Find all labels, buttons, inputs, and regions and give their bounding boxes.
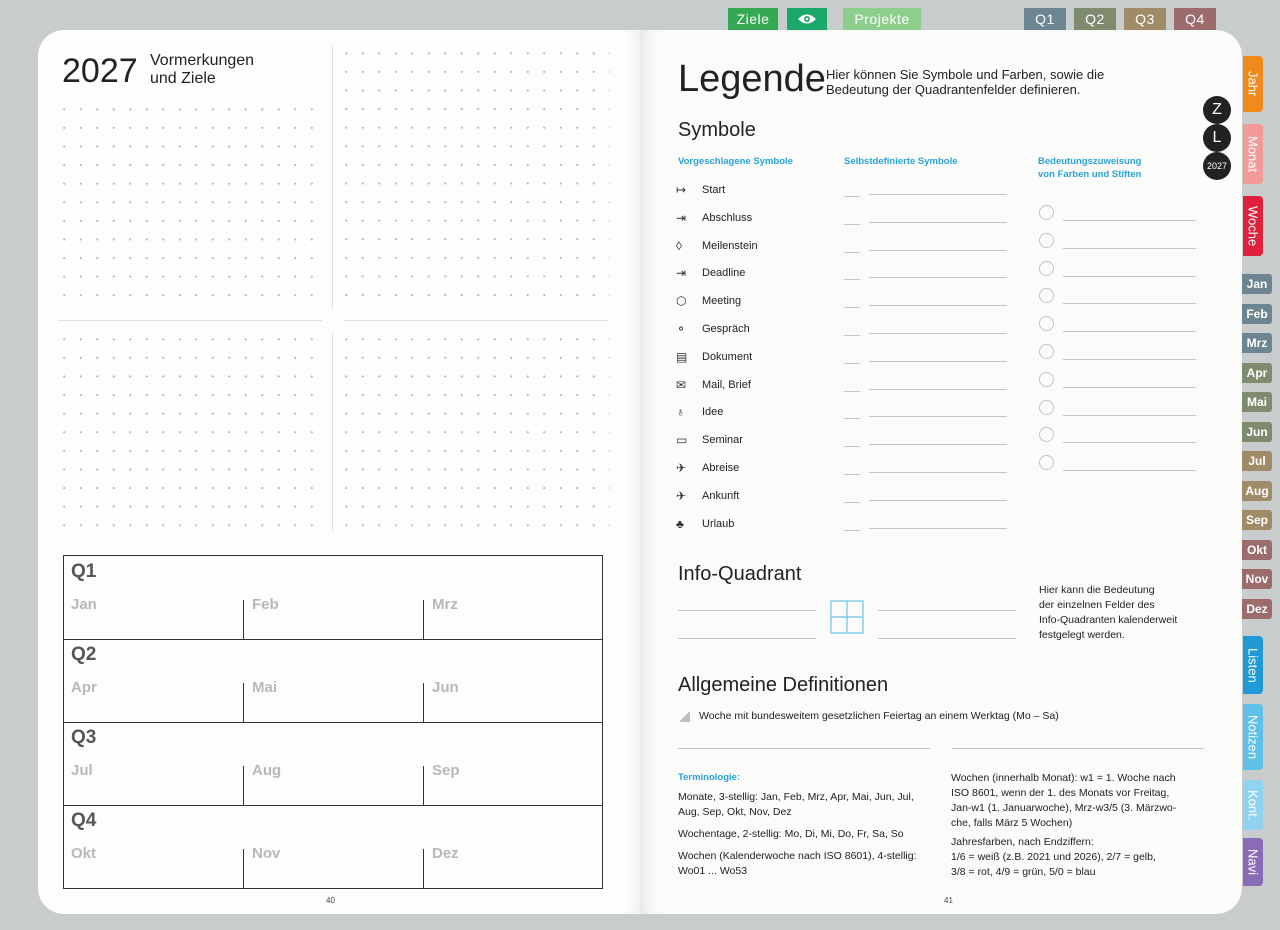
info-quadrant-icon <box>830 600 864 634</box>
month-tab-label: Jul <box>1248 454 1266 468</box>
term-line: 3/8 = rot, 4/9 = grün, 5/0 = blau <box>951 866 1096 878</box>
term-entry <box>951 835 1213 880</box>
symbol-label: Seminar <box>702 434 743 447</box>
color-meaning-line[interactable] <box>1063 220 1196 221</box>
month-tab-feb[interactable] <box>1242 304 1272 324</box>
legend-intro-line1: Hier können Sie Symbole und Farben, sowie die <box>826 67 1105 82</box>
custom-symbol-line[interactable] <box>869 222 1007 223</box>
term-line: Jan-w1 (1. Januarwoche), Mrz-w3/5 (3. Märzwo- <box>951 802 1177 814</box>
symbol-row <box>676 347 752 367</box>
custom-symbol-line[interactable] <box>869 444 1007 445</box>
month-tab-label: Jan <box>1246 277 1268 291</box>
dokument-icon: ▤ <box>676 349 688 364</box>
month-tab-aug[interactable] <box>1242 481 1272 501</box>
symbol-label: Mail, Brief <box>702 378 751 391</box>
custom-symbol-line[interactable] <box>869 472 1007 473</box>
month-tab-label: Jun <box>1246 424 1268 439</box>
month-divider <box>243 600 244 639</box>
holiday-triangle-icon <box>679 711 690 722</box>
side-tab-label: Listen <box>1245 647 1261 683</box>
abreise-icon: ✈ <box>676 461 687 475</box>
month-tab-label: Sep <box>1245 513 1268 527</box>
info-line[interactable] <box>878 610 1016 611</box>
dot-grid-bottom-left[interactable] <box>56 330 326 540</box>
month-tab-label: Dez <box>1246 601 1268 616</box>
term-entry <box>951 771 1213 831</box>
badge-z-label: Z <box>1212 101 1222 118</box>
urlaub-icon: ♣ <box>676 516 684 531</box>
color-circle[interactable] <box>1039 455 1054 470</box>
month-tab-label: Mai <box>1246 395 1267 409</box>
ankunft-icon: ✈ <box>676 488 687 503</box>
tab-projekte[interactable] <box>843 8 921 30</box>
tab-q1[interactable] <box>1024 8 1066 30</box>
month-divider <box>423 849 424 888</box>
month-tab-jul[interactable] <box>1242 451 1272 471</box>
dot-grid-bottom-right[interactable] <box>338 330 610 540</box>
side-tab-navi[interactable] <box>1243 838 1263 886</box>
definitions-heading: Allgemeine Definitionen <box>678 674 889 696</box>
symbol-label: Ankunft <box>702 489 740 502</box>
col-suggested-head: Vorgeschlagene Symbole <box>678 156 793 167</box>
month-tab-dez[interactable] <box>1242 599 1272 619</box>
symbol-label: Start <box>702 184 726 196</box>
badge-l-label: L <box>1212 129 1222 146</box>
color-meaning-line[interactable] <box>1063 442 1196 443</box>
grid-divider-horizontal-right <box>343 320 609 321</box>
year-heading: 2027 <box>62 52 138 90</box>
side-tab-label: Jahr <box>1245 71 1261 97</box>
side-tab-label: Kont. <box>1245 789 1261 821</box>
month-label: Sep <box>432 762 460 779</box>
symbol-label: Idee <box>702 406 724 419</box>
holiday-note: Woche mit bundesweitem gesetzlichen Feiertag an einem Werktag (Mo – Sa) <box>699 710 1059 722</box>
month-tab-jun[interactable] <box>1242 422 1272 442</box>
left-page <box>38 30 640 914</box>
tab-q4-label: Q4 <box>1185 11 1205 27</box>
terminology-head: Terminologie: <box>678 772 741 783</box>
symbol-label: Dokument <box>702 350 753 363</box>
color-circle[interactable] <box>1039 288 1054 303</box>
month-label: Apr <box>71 679 97 696</box>
term-line: Wochentage, 2-stellig: Mo, Di, Mi, Do, Fr, Sa, So <box>678 828 904 840</box>
color-meaning-line[interactable] <box>1063 303 1196 304</box>
symbol-row <box>676 458 739 478</box>
custom-symbol-slot[interactable] <box>844 307 860 308</box>
symbol-row <box>676 402 723 422</box>
term-line: Monate, 3-stellig: Jan, Feb, Mrz, Apr, Mai, Jun, Jul, <box>678 791 914 803</box>
planner-book <box>38 30 1242 930</box>
definitions-divider-right <box>952 748 1204 749</box>
quarter-label: Q1 <box>71 561 97 582</box>
month-tab-label: Feb <box>1246 306 1268 321</box>
month-label: Dez <box>432 845 459 862</box>
term-line: ISO 8601, wenn der 1. des Monats vor Freitag, <box>951 787 1170 799</box>
custom-symbol-line[interactable] <box>869 333 1007 334</box>
dot-grid-top-left[interactable] <box>56 100 326 310</box>
custom-symbol-slot[interactable] <box>844 279 860 280</box>
seminar-icon: ▭ <box>676 433 688 448</box>
symbol-label: Gespräch <box>702 323 750 335</box>
quarter-label: Q2 <box>71 644 97 665</box>
symbol-label: Meilenstein <box>702 239 758 252</box>
color-meaning-line[interactable] <box>1063 415 1196 416</box>
page-title-line2: und Ziele <box>150 70 216 87</box>
month-label: Jul <box>71 762 93 779</box>
custom-symbol-line[interactable] <box>869 500 1007 501</box>
month-divider <box>423 600 424 639</box>
month-label: Feb <box>252 596 279 613</box>
quarter-row-q3[interactable] <box>64 722 602 806</box>
side-tab-woche[interactable] <box>1243 196 1263 256</box>
month-tab-okt[interactable] <box>1242 540 1272 560</box>
col-colors-head-line1: Bedeutungszuweisung <box>1038 156 1142 167</box>
custom-symbol-slot[interactable] <box>844 530 860 531</box>
side-tab-monat[interactable] <box>1243 124 1263 184</box>
quarter-table <box>63 555 603 889</box>
custom-symbol-line[interactable] <box>869 250 1007 251</box>
info-text-line: Hier kann die Bedeutung <box>1039 584 1155 596</box>
tab-q3-label: Q3 <box>1135 11 1155 27</box>
side-tab-kont[interactable] <box>1243 780 1263 830</box>
color-meaning-line[interactable] <box>1063 470 1196 471</box>
color-circle[interactable] <box>1039 316 1054 331</box>
legend-intro-line2: Bedeutung der Quadrantenfelder definieren. <box>826 82 1081 97</box>
side-tab-listen[interactable] <box>1243 636 1263 694</box>
month-divider <box>243 683 244 722</box>
month-divider <box>423 766 424 805</box>
month-label: Okt <box>71 845 97 862</box>
symbol-row <box>676 291 741 311</box>
tab-q2[interactable] <box>1074 8 1116 30</box>
color-circle[interactable] <box>1039 372 1054 387</box>
color-circle[interactable] <box>1039 344 1054 359</box>
term-entry <box>678 790 940 820</box>
color-circle[interactable] <box>1039 233 1054 248</box>
color-meaning-line[interactable] <box>1063 276 1196 277</box>
tab-ziele[interactable] <box>728 8 778 30</box>
term-entry <box>678 827 940 842</box>
custom-symbol-slot[interactable] <box>844 446 860 447</box>
custom-symbol-line[interactable] <box>869 528 1007 529</box>
term-line: Wochen (innerhalb Monat): w1 = 1. Woche nach <box>951 772 1176 784</box>
mail-icon: ✉ <box>676 377 687 392</box>
color-meaning-line[interactable] <box>1063 387 1196 388</box>
symbol-label: Abreise <box>702 462 740 474</box>
custom-symbol-slot[interactable] <box>844 224 860 225</box>
term-line: Wochen (Kalenderwoche nach ISO 8601), 4-stellig: <box>678 850 917 862</box>
page-number-left: 40 <box>326 896 335 905</box>
month-label: Aug <box>252 762 282 779</box>
badge-z[interactable] <box>1203 96 1231 124</box>
info-text <box>1039 583 1209 643</box>
side-tab-label: Notizen <box>1245 714 1261 760</box>
custom-symbol-line[interactable] <box>869 361 1007 362</box>
month-divider <box>243 766 244 805</box>
color-meaning-line[interactable] <box>1063 248 1196 249</box>
meeting-icon: ⬡ <box>676 294 687 309</box>
tab-q2-label: Q2 <box>1085 11 1105 27</box>
tab-eye[interactable] <box>787 8 827 30</box>
color-circle[interactable] <box>1039 261 1054 276</box>
color-circle[interactable] <box>1039 400 1054 415</box>
symbol-row <box>676 208 752 228</box>
quarter-row-q4[interactable] <box>64 805 602 888</box>
symbol-row <box>676 514 734 534</box>
symbol-row <box>676 486 739 506</box>
symbols-heading: Symbole <box>678 119 756 141</box>
col-custom-head: Selbstdefinierte Symbole <box>844 156 958 167</box>
symbol-row <box>676 263 745 283</box>
tab-q3[interactable] <box>1124 8 1166 30</box>
symbol-label: Abschluss <box>702 211 753 224</box>
badge-l[interactable] <box>1203 124 1231 152</box>
custom-symbol-line[interactable] <box>869 416 1007 417</box>
col-colors-head-line2: von Farben und Stiften <box>1038 169 1142 180</box>
definitions-divider-left <box>678 748 930 749</box>
quarter-label: Q4 <box>71 810 97 831</box>
custom-symbol-slot[interactable] <box>844 502 860 503</box>
side-tab-jahr[interactable] <box>1243 56 1263 112</box>
info-text-line: der einzelnen Felder des <box>1039 599 1155 611</box>
custom-symbol-slot[interactable] <box>844 391 860 392</box>
month-label: Mai <box>252 679 278 696</box>
custom-symbol-slot[interactable] <box>844 335 860 336</box>
custom-symbol-slot[interactable] <box>844 196 860 197</box>
symbol-row <box>676 236 758 256</box>
abschluss-icon: ⇥ <box>676 210 687 225</box>
tab-q1-label: Q1 <box>1035 11 1055 27</box>
term-line: Wo01 ... Wo53 <box>678 865 748 877</box>
term-line: Aug, Sep, Okt, Nov, Dez <box>678 806 792 818</box>
start-icon: ↦ <box>676 183 687 197</box>
quarter-row-q2[interactable] <box>64 639 602 723</box>
custom-symbol-line[interactable] <box>869 277 1007 278</box>
badge-year-label: 2027 <box>1206 161 1228 171</box>
legend-title: Legende <box>678 58 826 100</box>
term-line: Jahresfarben, nach Endziffern: <box>951 836 1094 848</box>
term-entry <box>678 849 940 879</box>
custom-symbol-line[interactable] <box>869 194 1007 195</box>
month-tab-label: Nov <box>1245 572 1269 586</box>
month-tab-sep[interactable] <box>1242 510 1272 530</box>
month-tab-label: Mrz <box>1246 336 1268 350</box>
color-circle[interactable] <box>1039 205 1054 220</box>
side-tab-label: Navi <box>1245 848 1261 875</box>
symbol-label: Meeting <box>702 295 742 308</box>
month-tab-mrz[interactable] <box>1242 333 1272 353</box>
eye-icon <box>797 13 817 25</box>
month-tab-label: Aug <box>1245 483 1269 498</box>
symbol-row <box>676 180 725 200</box>
dot-grid-top-right[interactable] <box>338 44 610 310</box>
grid-divider-horizontal-left <box>58 320 322 321</box>
grid-divider-vertical-top <box>332 46 333 310</box>
month-tab-mai[interactable] <box>1242 392 1272 412</box>
meilenstein-icon: ◊ <box>676 238 682 253</box>
month-label: Mrz <box>432 596 458 613</box>
custom-symbol-line[interactable] <box>869 305 1007 306</box>
month-label: Nov <box>252 845 281 862</box>
terminology-left <box>678 790 940 879</box>
info-quadrant-heading: Info-Quadrant <box>678 563 802 585</box>
info-text-line: Info-Quadranten kalenderweit <box>1039 614 1178 626</box>
custom-symbol-slot[interactable] <box>844 363 860 364</box>
month-tab-label: Apr <box>1246 365 1268 380</box>
tab-ziele-label: Ziele <box>736 11 770 27</box>
color-meaning-line[interactable] <box>1063 359 1196 360</box>
symbol-row <box>676 375 751 395</box>
gespraech-icon: ⚬ <box>676 322 687 336</box>
terminology-right <box>951 771 1213 880</box>
symbol-row <box>676 319 750 339</box>
symbol-label: Deadline <box>702 267 746 280</box>
symbol-row <box>676 430 743 450</box>
term-line: 1/6 = weiß (z.B. 2021 und 2026), 2/7 = gelb, <box>951 851 1156 863</box>
month-label: Jan <box>71 596 97 613</box>
right-page <box>640 30 1242 914</box>
month-tab-apr[interactable] <box>1242 363 1272 383</box>
page-title-line1: Vormerkungen <box>150 52 255 69</box>
info-line[interactable] <box>878 638 1016 639</box>
side-tab-notizen[interactable] <box>1243 704 1263 770</box>
month-tab-jan[interactable] <box>1242 274 1272 294</box>
month-divider <box>423 683 424 722</box>
custom-symbol-slot[interactable] <box>844 474 860 475</box>
custom-symbol-line[interactable] <box>869 389 1007 390</box>
info-line[interactable] <box>678 638 816 639</box>
info-text-line: festgelegt werden. <box>1039 629 1125 641</box>
info-line[interactable] <box>678 610 816 611</box>
color-meaning-line[interactable] <box>1063 331 1196 332</box>
page-number-right: 41 <box>944 896 953 905</box>
idee-icon: ♁ <box>676 405 685 420</box>
quarter-row-q1[interactable] <box>64 556 602 640</box>
color-circle[interactable] <box>1039 427 1054 442</box>
month-divider <box>243 849 244 888</box>
side-tab-label: Monat <box>1245 135 1261 173</box>
tab-projekte-label: Projekte <box>854 11 910 27</box>
grid-divider-vertical-bottom <box>332 332 333 532</box>
term-line: che, falls März 5 Wochen) <box>951 817 1073 829</box>
custom-symbol-slot[interactable] <box>844 252 860 253</box>
month-label: Jun <box>432 679 459 696</box>
tab-q4[interactable] <box>1174 8 1216 30</box>
quarter-label: Q3 <box>71 727 97 748</box>
month-tab-nov[interactable] <box>1242 569 1272 589</box>
custom-symbol-slot[interactable] <box>844 418 860 419</box>
deadline-icon: ⇥ <box>676 266 687 281</box>
side-tab-label: Woche <box>1245 205 1261 247</box>
month-tab-label: Okt <box>1246 542 1267 557</box>
symbol-label: Urlaub <box>702 517 735 530</box>
badge-year[interactable] <box>1203 152 1231 180</box>
